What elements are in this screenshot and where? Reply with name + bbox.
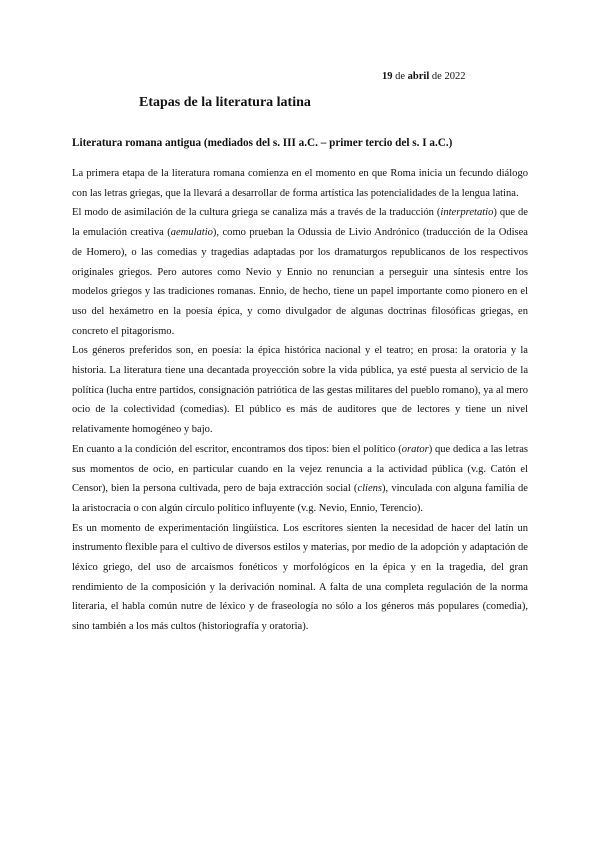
paragraph-1: La primera etapa de la literatura romana comienza en el momento en que Roma inicia un fecundo diálogo con las letras griegas, que la llevará a desarrollar de forma artística las potencialidades de la lengua latina. [72,168,528,199]
paragraph-4 [72,440,528,519]
section-heading: Literatura romana antigua (mediados del s. III a.C. – primer tercio del s. I a.C.) [72,137,453,149]
document-title: Etapas de la literatura latina [139,95,311,110]
date-year: 2022 [444,71,466,82]
paragraph-2-text-c: ), como prueban la Odussia de Livio Andrónico (traducción de la Odisea de Homero), o las comedias y tragedias adaptadas por los dramaturgos republicanos de los respectivos originales griegos. Pero autores como Nevio y Ennio no renuncian a perseguir una síntesis entre los modelos griegos y las tradiciones romanas. Ennio, de hecho, tiene un papel importante como pionero en el uso del hexámetro en la poesía épica, y como divulgador de algunas doctrinas filosóficas griegas, en concreto el pitagorismo. [72,227,528,337]
document-body [72,164,528,637]
paragraph-5: Es un momento de experimentación lingüística. Los escritores sienten la necesidad de hacer del latín un instrumento flexible para el cultivo de diversos estilos y materias, por medio de la adopción y adaptación de léxico griego, del uso de arcaísmos fonéticos y morfológicos en la épica y en la tragedia, del gran rendimiento de la composición y la derivación nominal. A falta de una completa regulación de la norma literaria, el habla común nutre de léxico y de fraseología no sólo a los géneros más populares (comedia), sino también a los más cultos (historiografía y oratoria). [72,522,528,633]
date-day: 19 [382,71,393,82]
paragraph-4-text-a: En cuanto a la condición del escritor, encontramos dos tipos: bien el político ( [72,443,402,455]
paragraph-2 [72,203,528,341]
term-aemulatio: aemulatio [170,227,213,239]
date-month: abril [407,71,430,82]
document-date [382,71,465,82]
date-de-2: de [431,71,442,82]
paragraph-2-text-b: ) que de la emulación creativa ( [72,207,528,239]
term-interpretatio: interpretatio [440,207,494,219]
term-cliens: cliens [357,483,383,495]
paragraph-4-text-c: ), vinculada con alguna familia de la aristocracia o con algún círculo político influyente (v.g. Nevio, Ennio, Terencio). [72,483,528,514]
paragraph-4-text-b: ) que dedica a las letras sus momentos de ocio, en particular cuando en la vejez renuncia a la actividad pública (v.g. Catón el Censor), bien la persona cultivada, pero de baja extracción social ( [72,443,528,495]
date-de-1: de [395,71,406,82]
paragraph-3: Los géneros preferidos son, en poesía: la épica histórica nacional y el teatro; en prosa: la oratoria y la historia. La literatura tiene una decantada proyección sobre la vida pública, ya esté puesta al servicio de la política (lucha entre partidos, consignación patriótica de las gestas militares del pueblo romano), ya al mero ocio de la colectividad (comedias). El público es más de auditores que de lectores y tiene un nivel relativamente homogéneo y bajo. [72,345,528,436]
paragraph-2-text-a: El modo de asimilación de la cultura griega se canaliza más a través de la traducción ( [72,207,441,219]
term-orator: orator [401,443,429,455]
